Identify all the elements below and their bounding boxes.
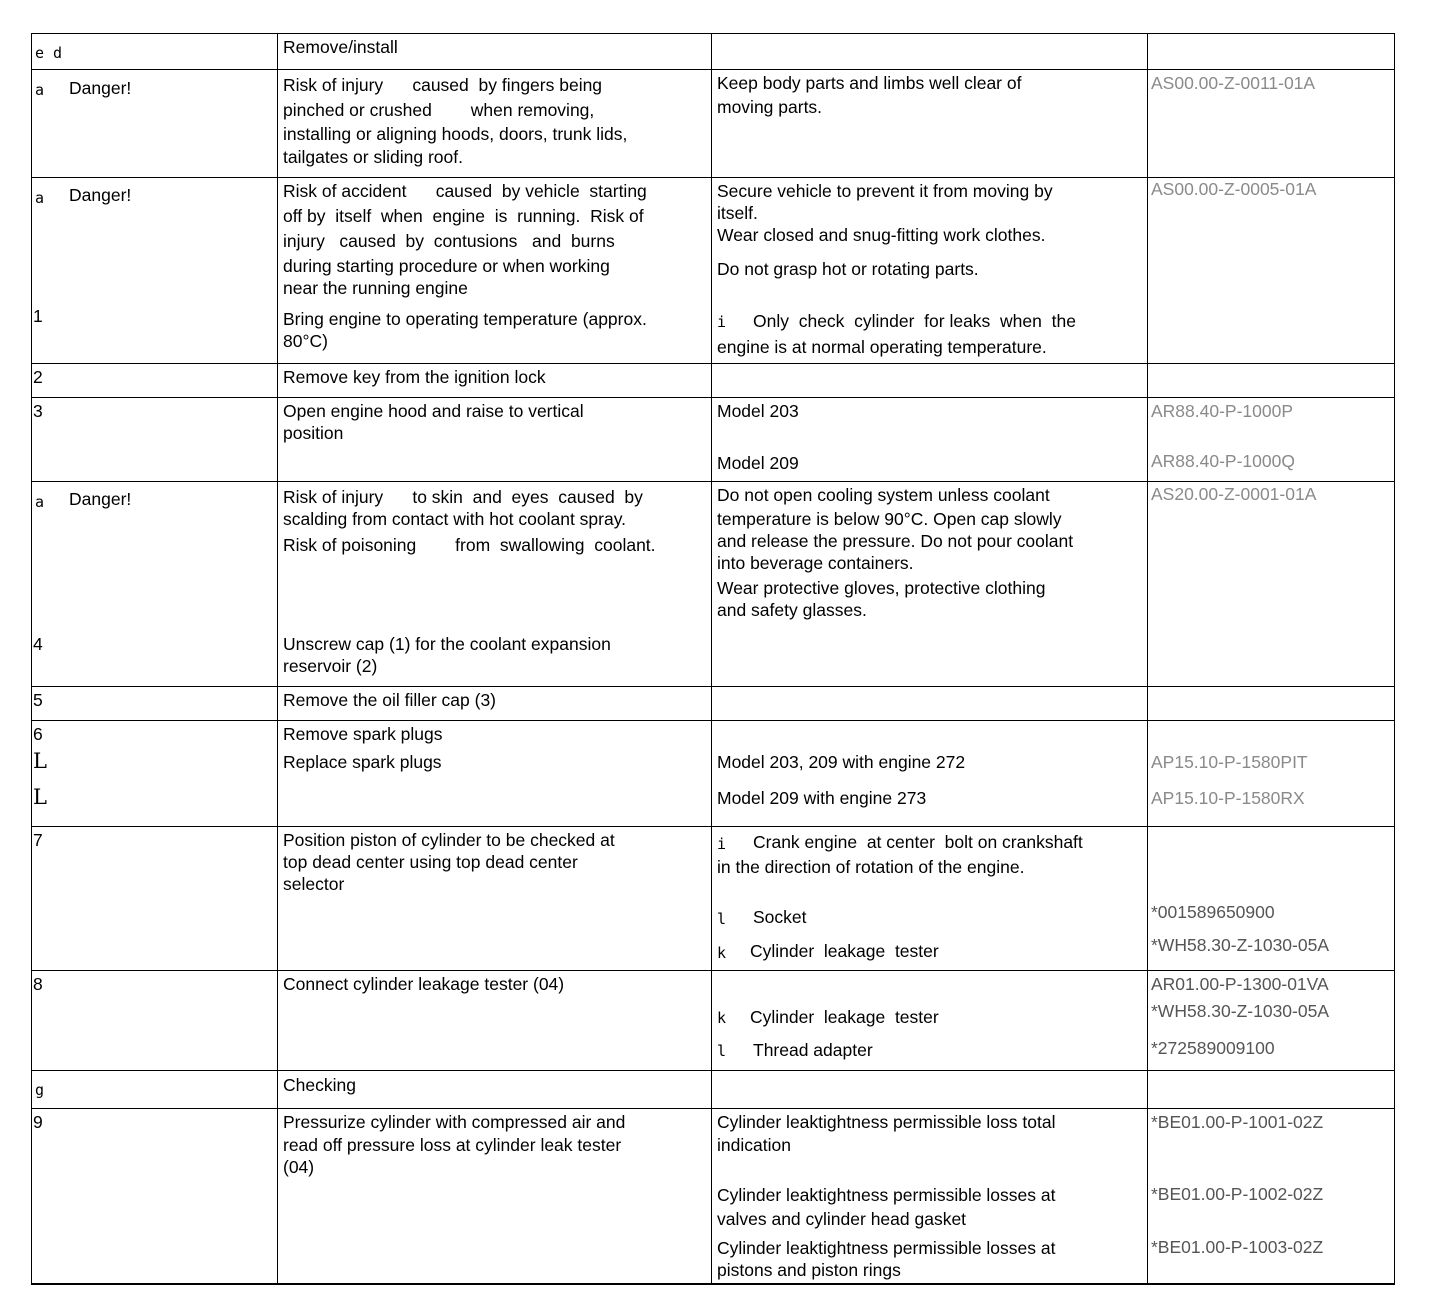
spec-reference-link[interactable]: *BE01.00-P-1003-02Z <box>1151 1237 1324 1257</box>
risk-text: scalding from contact with hot coolant spray. <box>283 509 627 529</box>
step-text: Open engine hood and raise to vertical <box>283 401 584 421</box>
risk-text: injury caused by contusions and burns <box>283 231 615 251</box>
link-symbol-icon: L <box>33 749 47 773</box>
danger-symbol: a <box>35 81 45 99</box>
tool-reference-link[interactable]: *WH58.30-Z-1030-05A <box>1151 1001 1329 1021</box>
section-symbol: e d <box>35 44 63 62</box>
risk-text: near the running engine <box>283 278 468 298</box>
table-row <box>32 827 1394 971</box>
precaution-text: itself. <box>717 203 758 223</box>
precaution-text: and release the pressure. Do not pour coolant <box>717 531 1074 551</box>
table-row <box>32 687 1394 721</box>
danger-symbol: a <box>35 189 45 207</box>
step-text: read off pressure loss at cylinder leak tester <box>283 1135 622 1155</box>
tool-name: Thread adapter <box>753 1040 873 1060</box>
step-text: Remove the oil filler cap (3) <box>283 690 496 710</box>
risk-text: tailgates or sliding roof. <box>283 147 463 167</box>
model-text: Model 203 <box>717 401 799 421</box>
risk-text: during starting procedure or when working <box>283 256 610 276</box>
tool-name: Cylinder leakage tester <box>750 941 939 961</box>
precaution-text: Secure vehicle to prevent it from moving by <box>717 181 1053 201</box>
note-text: Only check cylinder for leaks when the <box>753 311 1076 331</box>
document-reference-link[interactable]: AS00.00-Z-0005-01A <box>1151 179 1317 199</box>
table-row <box>32 364 1394 398</box>
step-text: top dead center using top dead center <box>283 852 578 872</box>
step-text: Replace spark plugs <box>283 752 442 772</box>
tool-symbol: k <box>717 1009 727 1027</box>
danger-label: Danger! <box>69 185 132 205</box>
section-symbol: g <box>35 1081 45 1099</box>
note-symbol: i <box>717 313 727 331</box>
model-text: Model 209 with engine 273 <box>717 788 927 808</box>
note-text: in the direction of rotation of the engine. <box>717 857 1025 877</box>
step-text: Bring engine to operating temperature (approx. <box>283 309 647 329</box>
spec-text: indication <box>717 1135 791 1155</box>
spec-text: Cylinder leaktightness permissible losses at <box>717 1185 1056 1205</box>
precaution-text: Keep body parts and limbs well clear of <box>717 73 1022 93</box>
document-reference-link[interactable]: AR88.40-P-1000P <box>1151 401 1294 421</box>
spec-text: valves and cylinder head gasket <box>717 1209 967 1229</box>
step-text: Unscrew cap (1) for the coolant expansion <box>283 634 611 654</box>
step-text: Connect cylinder leakage tester (04) <box>283 974 565 994</box>
tool-name: Cylinder leakage tester <box>750 1007 939 1027</box>
risk-text: Risk of injury caused by fingers being <box>283 75 603 95</box>
spec-text: Cylinder leaktightness permissible losses at <box>717 1238 1056 1258</box>
step-number: 9 <box>33 1112 43 1132</box>
step-number: 3 <box>33 401 43 421</box>
tool-reference-link[interactable]: *272589009100 <box>1151 1038 1275 1058</box>
precaution-text: into beverage containers. <box>717 553 914 573</box>
risk-text: Risk of accident caused by vehicle starting <box>283 181 647 201</box>
step-text: position <box>283 423 344 443</box>
step-text: Remove key from the ignition lock <box>283 367 546 387</box>
document-reference-link[interactable]: AP15.10-P-1580PIT <box>1151 752 1308 772</box>
precaution-text: and safety glasses. <box>717 600 867 620</box>
risk-text: off by itself when engine is running. Risk of <box>283 206 644 226</box>
table-row <box>32 398 1394 482</box>
spec-text: pistons and piston rings <box>717 1260 901 1280</box>
tool-symbol: k <box>717 944 727 962</box>
precaution-text: Do not open cooling system unless coolant <box>717 485 1050 505</box>
precaution-text: Do not grasp hot or rotating parts. <box>717 259 979 279</box>
danger-symbol: a <box>35 493 45 511</box>
procedure-table <box>31 33 1395 1285</box>
table-row <box>32 721 1394 827</box>
note-symbol: i <box>717 835 727 853</box>
step-text: (04) <box>283 1157 315 1177</box>
model-text: Model 203, 209 with engine 272 <box>717 752 966 772</box>
table-row <box>32 70 1394 178</box>
risk-text: pinched or crushed when removing, <box>283 100 595 120</box>
spec-reference-link[interactable]: *BE01.00-P-1002-02Z <box>1151 1184 1324 1204</box>
section-title: Checking <box>283 1075 356 1095</box>
section-title: Remove/install <box>283 37 398 57</box>
step-text: selector <box>283 874 345 894</box>
step-number: 4 <box>33 634 43 654</box>
table-row <box>32 1109 1394 1285</box>
tool-symbol: l <box>717 1042 727 1060</box>
table-row <box>32 34 1394 70</box>
document-reference-link[interactable]: AS00.00-Z-0011-01A <box>1151 73 1316 93</box>
note-text: engine is at normal operating temperature. <box>717 337 1047 357</box>
step-number: 5 <box>33 690 43 710</box>
danger-label: Danger! <box>69 489 132 509</box>
risk-text: Risk of poisoning from swallowing coolant. <box>283 535 656 555</box>
step-text: 80°C) <box>283 331 328 351</box>
spec-text: Cylinder leaktightness permissible loss total <box>717 1112 1056 1132</box>
spec-reference-link[interactable]: *BE01.00-P-1001-02Z <box>1151 1112 1324 1132</box>
document-reference-link[interactable]: AR88.40-P-1000Q <box>1151 451 1295 471</box>
step-text: Position piston of cylinder to be checked at <box>283 830 615 850</box>
step-number: 6 <box>33 724 43 744</box>
precaution-text: Wear protective gloves, protective clothing <box>717 578 1046 598</box>
step-number: 1 <box>33 306 43 326</box>
table-row <box>32 482 1394 687</box>
document-reference-link[interactable]: AS20.00-Z-0001-01A <box>1151 484 1317 504</box>
risk-text: Risk of injury to skin and eyes caused by <box>283 487 643 507</box>
precaution-text: Wear closed and snug-fitting work clothes. <box>717 225 1046 245</box>
table-row <box>32 971 1394 1071</box>
step-text: reservoir (2) <box>283 656 378 676</box>
document-reference-link[interactable]: AR01.00-P-1300-01VA <box>1151 974 1329 994</box>
danger-label: Danger! <box>69 78 132 98</box>
step-number: 2 <box>33 367 43 387</box>
risk-text: installing or aligning hoods, doors, trunk lids, <box>283 124 628 144</box>
tool-reference-link[interactable]: *WH58.30-Z-1030-05A <box>1151 935 1329 955</box>
table-row <box>32 178 1394 364</box>
tool-name: Socket <box>753 907 807 927</box>
table-row <box>32 1071 1394 1109</box>
precaution-text: temperature is below 90°C. Open cap slowly <box>717 509 1062 529</box>
step-number: 7 <box>33 830 43 850</box>
precaution-text: moving parts. <box>717 97 823 117</box>
tool-symbol: l <box>717 910 727 928</box>
tool-reference-link[interactable]: *001589650900 <box>1151 902 1275 922</box>
step-text: Remove spark plugs <box>283 724 443 744</box>
note-text: Crank engine at center bolt on crankshaft <box>753 832 1083 852</box>
document-reference-link[interactable]: AP15.10-P-1580RX <box>1151 788 1305 808</box>
model-text: Model 209 <box>717 453 799 473</box>
step-text: Pressurize cylinder with compressed air and <box>283 1112 626 1132</box>
link-symbol-icon: L <box>33 785 47 809</box>
step-number: 8 <box>33 974 43 994</box>
